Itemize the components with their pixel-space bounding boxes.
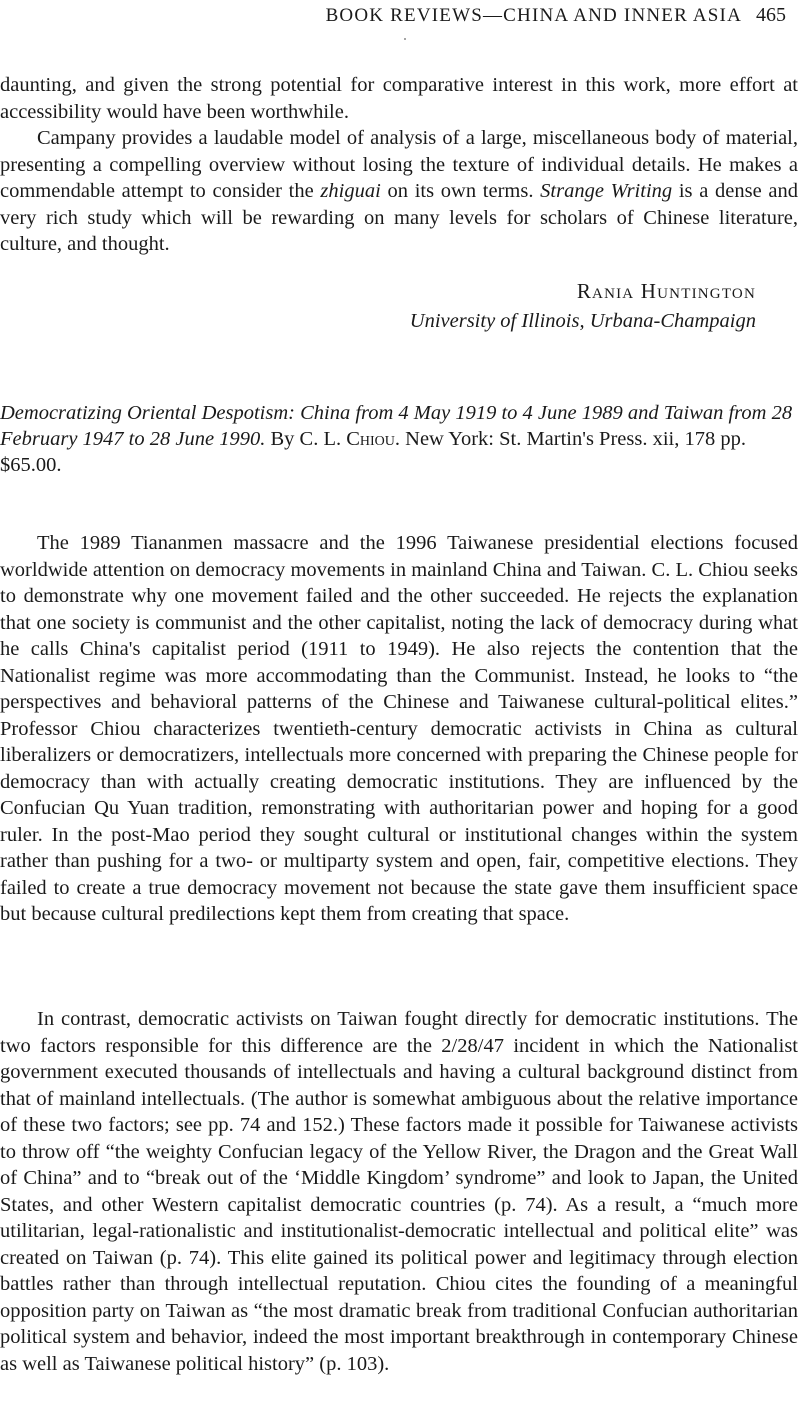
reviewer-name: Rania Huntington	[576, 279, 756, 303]
book-author: C. L. Chiou.	[299, 428, 401, 450]
para2-text-a: Campany provides a laudable model of analysis of a large, miscellaneous body of material, presenting a compelling overview without losing the texture of individual details. He makes a commendable attempt to consider the	[0, 127, 798, 202]
book-title: Democratizing Oriental Despotism: China from 4 May 1919 to 4 June 1989 and Taiwan from 28 February 1947 to 28 June 1990.	[0, 402, 793, 450]
book-citation	[0, 400, 798, 478]
reviewer-signature	[410, 276, 756, 336]
review-paragraph-1: The 1989 Tiananmen massacre and the 1996 Taiwanese presidential elections focused worldwide attention on democracy movements in mainland China and Taiwan. C. L. Chiou seeks to demonstrate why one movement failed and the other succeeded. He rejects the explanation that one society is communist and the other capitalist, noting the lack of democracy during what he calls China's capitalist period (1911 to 1949). He also rejects the contention that the Nationalist regime was more accommodating than the Communist. Instead, he looks to “the perspectives and behavioral patterns of the Chinese and Taiwanese cultural-political elites.” Professor Chiou characterizes twentieth-century democratic activists in China as cultural liberalizers or democratizers, intellectuals more concerned with preparing the Chinese people for democracy than with actually creating democratic institutions. They are influenced by the Confucian Qu Yuan tradition, remonstrating with authoritarian power and hoping for a good ruler. In the post-Mao period they sought cultural or institutional changes within the system rather than pushing for a two- or multiparty system and open, fair, competitive elections. They failed to create a true democracy movement not because the state gave them insufficient space but because cultural predilections kept them from creating that space.	[0, 532, 798, 925]
prev-review-paragraph-2	[0, 125, 798, 258]
para2-text-c: on its own terms.	[380, 180, 541, 202]
book-by: By	[270, 428, 295, 450]
running-title: BOOK REVIEWS—CHINA AND INNER ASIA	[325, 5, 742, 26]
running-head	[326, 4, 786, 27]
term-zhiguai: zhiguai	[320, 180, 381, 202]
book-title-strange-writing: Strange Writing	[540, 180, 673, 202]
book-publication: New York: St. Martin's Press. xii, 178 pp. $65.00.	[0, 428, 746, 476]
print-speck	[404, 38, 406, 40]
page-number: 465	[756, 4, 786, 26]
para2-text-e: is a dense and very rich study which will be rewarding on many levels for scholars of Chinese literature, culture, and thought.	[0, 180, 798, 255]
prev-review-paragraph-1: daunting, and given the strong potential for comparative interest in this work, more effort at accessibility would have been worthwhile.	[0, 74, 798, 123]
reviewer-affiliation: University of Illinois, Urbana-Champaign	[409, 310, 756, 332]
review-paragraph-2: In contrast, democratic activists on Taiwan fought directly for democratic institutions. The two factors responsible for this difference are the 2/28/47 incident in which the Nationalist government executed thousands of intellectuals and having a cultural background distinct from that of mainland intellectuals. (The author is somewhat ambiguous about the relative importance of these two factors; see pp. 74 and 152.) These factors made it possible for Taiwanese activists to throw off “the weighty Confucian legacy of the Yellow River, the Dragon and the Great Wall of China” and to “break out of the ‘Middle Kingdom’ syndrome” and look to Japan, the United States, and other Western capitalist democratic countries (p. 74). As a result, a “much more utilitarian, legal-rationalistic and institutionalist-democratic intellectual and political elite” was created on Taiwan (p. 74). This elite gained its political power and legitimacy through election battles rather than through intellectual reputation. Chiou cites the founding of a meaningful opposition party on Taiwan as “the most dramatic break from traditional Confucian authoritarian political system and behavior, indeed the most important breakthrough in contemporary Chinese as well as Taiwanese political history” (p. 103).	[0, 1008, 798, 1375]
